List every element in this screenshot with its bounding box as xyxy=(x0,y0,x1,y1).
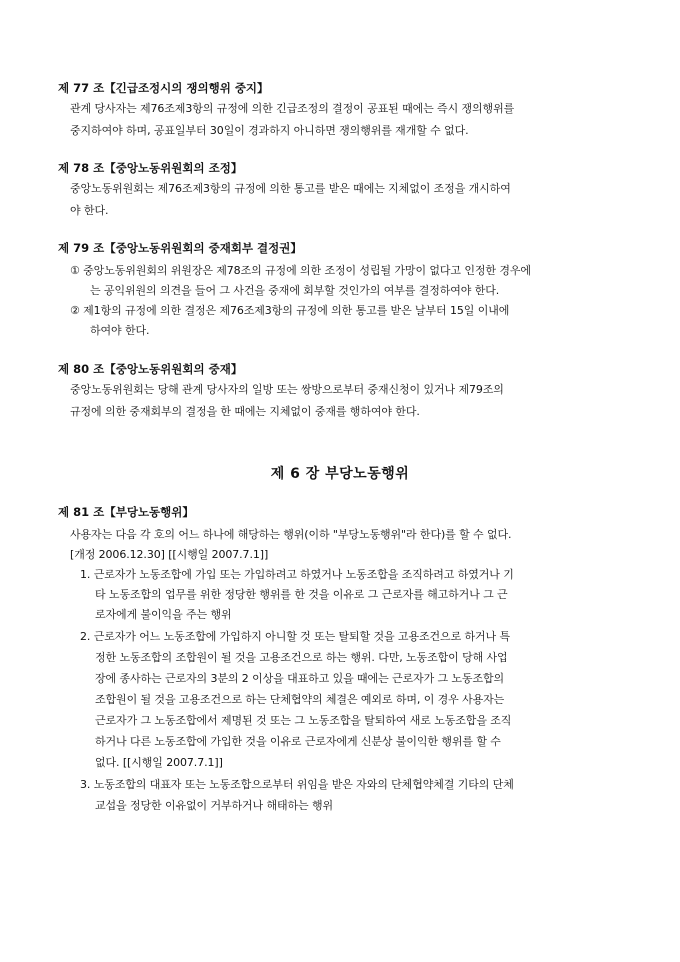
article-text-line: ② 제1항의 규정에 의한 결정은 제76조제3항의 규정에 의한 통고를 받은 날부터 15일 이내에 xyxy=(70,304,510,317)
article-item-line: 근로자가 그 노동조합에서 제명된 것 또는 그 노동조합을 탈퇴하여 새로 노동조합을 조직 xyxy=(95,714,512,727)
article-item-line: 로자에게 불이익을 주는 행위 xyxy=(95,608,232,621)
article-text-line: 는 공익위원의 의견을 들어 그 사건을 중재에 회부할 것인가의 여부를 결정하여야 한다. xyxy=(90,284,500,297)
article-item-line: 타 노동조합의 업무를 위한 정당한 행위를 한 것을 이유로 그 근로자를 해고하거나 그 근 xyxy=(95,588,508,601)
article-text-line: 중지하여야 하며, 공표일부터 30일이 경과하지 아니하면 쟁의행위를 재개할 수 없다. xyxy=(70,124,469,137)
article-item-line: 2. 근로자가 어느 노동조합에 가입하지 아니할 것 또는 탈퇴할 것을 고용조건으로 하거나 특 xyxy=(80,630,510,643)
article-item-line: 조합원이 될 것을 고용조건으로 하는 단체협약의 체결은 예외로 하며, 이 경우 사용자는 xyxy=(95,693,505,706)
article-heading: 제 80 조【중앙노동위원회의 중재】 xyxy=(58,362,243,376)
article-item-line: 없다. [[시행일 2007.7.1]] xyxy=(95,756,223,769)
article-item-line: 교섭을 정당한 이유없이 거부하거나 해태하는 행위 xyxy=(95,799,334,812)
article-item-line: 3. 노동조합의 대표자 또는 노동조합으로부터 위임을 받은 자와의 단체협약체결 기타의 단체 xyxy=(80,778,514,791)
article-heading: 제 78 조【중앙노동위원회의 조정】 xyxy=(58,161,243,175)
article-text-line: 하여야 한다. xyxy=(90,324,150,337)
article-heading: 제 81 조【부당노동행위】 xyxy=(58,505,194,519)
article-item-line: 하거나 다른 노동조합에 가입한 것을 이유로 근로자에게 신분상 불이익한 행위를 할 수 xyxy=(95,735,501,748)
article-heading: 제 77 조【긴급조정시의 쟁의행위 중지】 xyxy=(58,81,269,95)
article-text-line: 중앙노동위원회는 제76조제3항의 규정에 의한 통고를 받은 때에는 지체없이 조정을 개시하여 xyxy=(70,182,511,195)
article-item-line: 정한 노동조합의 조합원이 될 것을 고용조건으로 하는 행위. 다만, 노동조합이 당해 사업 xyxy=(95,651,508,664)
article-text-line: 관계 당사자는 제76조제3항의 규정에 의한 긴급조정의 결정이 공표된 때에는 즉시 쟁의행위를 xyxy=(70,102,515,115)
article-item-line: 1. 근로자가 노동조합에 가입 또는 가입하려고 하였거나 노동조합을 조직하려고 하였거나 기 xyxy=(80,568,514,581)
article-item-line: 장에 종사하는 근로자의 3분의 2 이상을 대표하고 있을 때에는 근로자가 그 노동조합의 xyxy=(95,672,505,685)
article-text-line: 야 한다. xyxy=(70,204,109,217)
article-text-line: [개정 2006.12.30] [[시행일 2007.7.1]] xyxy=(70,548,269,561)
chapter-title: 제 6 장 부당노동행위 xyxy=(270,466,410,482)
article-text-line: 사용자는 다음 각 호의 어느 하나에 해당하는 행위(이하 "부당노동행위"라 한다)를 할 수 없다. xyxy=(70,528,512,541)
article-text-line: 중앙노동위원회는 당해 관계 당사자의 일방 또는 쌍방으로부터 중재신청이 있거나 제79조의 xyxy=(70,383,504,396)
article-text-line: 규정에 의한 중재회부의 결정을 한 때에는 지체없이 중재를 행하여야 한다. xyxy=(70,405,420,418)
article-text-line: ① 중앙노동위원회의 위원장은 제78조의 규정에 의한 조정이 성립될 가망이 없다고 인정한 경우에 xyxy=(70,264,531,277)
article-heading: 제 79 조【중앙노동위원회의 중재회부 결정권】 xyxy=(58,241,302,255)
